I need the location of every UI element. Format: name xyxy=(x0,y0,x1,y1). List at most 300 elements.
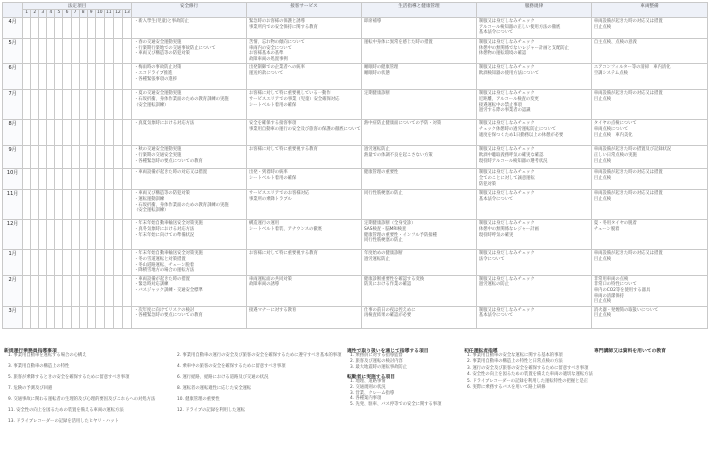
legal-item-mark xyxy=(87,90,95,120)
legal-item-mark xyxy=(95,169,104,190)
legal-item-number: 3 xyxy=(39,10,47,18)
cell-line: 車両運転面の共同対策 xyxy=(249,276,292,282)
cell-line: 非常用車両の点検 xyxy=(593,276,629,282)
cell-line: ・運転運動訓練 xyxy=(134,196,165,202)
month-label: 6月 xyxy=(3,64,23,90)
cell-maintenance xyxy=(591,39,707,64)
cell-line: 故障車両の誘導 xyxy=(249,282,280,288)
cell-safety xyxy=(132,306,247,328)
cell-line: 健康管理の重要性・インフル予防接種 xyxy=(363,232,437,238)
month-label: 2月 xyxy=(3,275,23,306)
cell-line: 正しい日常点検の実施 xyxy=(593,152,637,158)
list-item: 4. 安全性の向上を図るための装置を備えた車両の適切な運転方法 xyxy=(467,372,593,378)
legal-item-mark xyxy=(113,146,122,169)
table-corner xyxy=(3,3,23,18)
list-item: 6. 実際に乗務するバスを用いて路上研修 xyxy=(467,384,546,390)
cell-discipline xyxy=(476,250,591,275)
cell-line: 目止点検 xyxy=(593,313,612,319)
legal-item-number: 10 xyxy=(95,10,104,18)
legal-item-number: 6 xyxy=(63,10,71,18)
month-label: 9月 xyxy=(3,146,23,169)
legal-item-mark xyxy=(122,120,131,146)
legal-item-mark xyxy=(87,64,95,90)
cell-maintenance xyxy=(591,306,707,328)
list-item: 4. 各種案内事項 xyxy=(350,396,382,402)
cell-health xyxy=(361,190,476,220)
cell-discipline xyxy=(476,275,591,306)
table-row xyxy=(3,18,708,39)
legal-item-mark xyxy=(47,169,55,190)
legal-item-mark xyxy=(23,169,31,190)
month-label: 7月 xyxy=(3,90,23,120)
legal-item-mark xyxy=(87,39,95,64)
legal-item-mark xyxy=(47,90,55,120)
cell-line: ・夏の交通安全運動実施 xyxy=(134,91,182,97)
cell-line: ・次年度に向けてリスクの検討 xyxy=(134,307,195,313)
legal-item-mark xyxy=(31,306,39,328)
cell-line: 出発・到着時の統率 xyxy=(249,170,288,176)
cell-line: ・真冬気象時における対応方法 xyxy=(134,226,195,232)
legal-item-mark xyxy=(55,306,63,328)
cell-maintenance xyxy=(591,64,707,90)
cell-line: 目止点検 xyxy=(593,256,612,262)
cell-line: 防犯対策 xyxy=(478,181,497,187)
section-header-safety: 安全修行 xyxy=(132,3,247,18)
cell-maintenance xyxy=(591,90,707,120)
cell-line: 車両設備が起きた時の措置及び記録状況 xyxy=(593,147,672,153)
cell-line: 制服又は身だしなみチェック xyxy=(478,307,535,313)
legal-item-number: 1 xyxy=(23,10,31,18)
cell-line: 防災における作業の確認 xyxy=(363,282,412,288)
legal-item-mark xyxy=(39,275,47,306)
legal-item-mark xyxy=(113,250,122,275)
cell-line: 車両設備が起きた時の対応又は措置 xyxy=(593,191,663,197)
legal-item-mark xyxy=(31,250,39,275)
cell-line: 同行性筋梗塞の防止 xyxy=(363,238,403,244)
legal-item-mark xyxy=(55,39,63,64)
list-item: 2. 旅客及び運転の検討内容 xyxy=(350,358,403,364)
legal-item-number: 11 xyxy=(104,10,113,18)
list-item: 3. 運行の安全及び旅客の安全を確保するために留意すべき事項 xyxy=(467,365,589,371)
legal-item-mark xyxy=(39,250,47,275)
guidance-notes xyxy=(2,347,708,468)
legal-item-mark xyxy=(39,220,47,250)
list-item: 5. 旅客が乗降するときの安全を確保するために留意すべき事項 xyxy=(8,374,130,380)
cell-maintenance xyxy=(591,250,707,275)
legal-item-number: 7 xyxy=(71,10,79,18)
cell-line: 夏・冬用タイヤの脱着 xyxy=(593,221,637,227)
legal-item-mark xyxy=(122,90,131,120)
cell-safety xyxy=(132,190,247,220)
legal-item-mark xyxy=(55,90,63,120)
cell-line: 空調システム点検 xyxy=(593,70,628,76)
legal-item-mark xyxy=(79,275,87,306)
cell-line: 車内のCO2等を使用する器具 xyxy=(593,287,651,293)
cell-line: ・年末年始自動車輸送安全対策実施 xyxy=(134,221,203,227)
legal-item-mark xyxy=(39,306,47,328)
cell-maintenance xyxy=(591,190,707,220)
list-item: 8. 運転者の運転適性に応じた安全運転 xyxy=(177,385,252,391)
cell-service xyxy=(247,250,362,275)
cell-health xyxy=(361,250,476,275)
cell-line: ・秋の交通安全運動実施 xyxy=(134,147,182,153)
legal-item-mark xyxy=(47,146,55,169)
legal-item-mark xyxy=(55,220,63,250)
cell-service xyxy=(247,64,362,90)
cell-line: 制服又は身だしなみチェック xyxy=(478,91,535,97)
cell-line: 過労運転防止 xyxy=(363,147,390,153)
cell-discipline xyxy=(476,169,591,190)
transfer-guidance-title: 転勤者に実施する項目 xyxy=(347,375,395,380)
list-item: 5. ドライブレコーダーの記録を利用した運転特性の把握と是正 xyxy=(467,378,589,384)
cell-line: 健康管理の重要性 xyxy=(363,170,399,176)
cell-line: 適度を保つくため1日勤務以上の休憩が必要 xyxy=(478,132,564,138)
cell-line: 運転中身体に異常を感じた時の措置 xyxy=(363,40,433,45)
cell-line: ・冬の雪道運転と対策措置 xyxy=(134,256,186,262)
legal-item-mark xyxy=(31,190,39,220)
new-driver-guidance-title: 新規運行乗務員指導事項 xyxy=(4,349,57,354)
cell-line: 熱中症防止健康面についての予防・対策 xyxy=(363,121,442,127)
cell-line: 健康診断重要性を確認する変換 xyxy=(363,276,425,282)
legal-item-number: 9 xyxy=(87,10,95,18)
month-label: 11月 xyxy=(3,190,23,220)
list-item: 1. 乗務員に対する指導監督 xyxy=(350,353,403,358)
cell-line: 非常口の特性について xyxy=(593,282,637,288)
legal-item-mark xyxy=(79,90,87,120)
legal-item-mark xyxy=(113,220,122,250)
cell-line: 目止点検 xyxy=(593,299,612,305)
legal-item-mark xyxy=(23,146,31,169)
legal-item-mark xyxy=(104,306,113,328)
cell-line: 車両内の安全について xyxy=(249,45,292,51)
legal-item-mark xyxy=(122,306,131,328)
cell-health xyxy=(361,146,476,169)
cell-discipline xyxy=(476,64,591,90)
cell-health xyxy=(361,90,476,120)
cell-line: 定期健康診断 xyxy=(363,91,390,97)
section-header-discipline: 服務規律 xyxy=(476,3,591,18)
legal-item-mark xyxy=(47,306,55,328)
legal-items-header: 法定項目 xyxy=(23,3,132,10)
list-item: 13. ドライブレコーダーの記録を活用したヒヤリ・ハット xyxy=(8,418,119,424)
legal-item-mark xyxy=(113,275,122,306)
legal-item-mark xyxy=(113,90,122,120)
cell-line: 再検査結果の確認が必要 xyxy=(363,313,412,319)
cell-line: 過労する際の事業者の認識 xyxy=(478,108,531,114)
legal-item-mark xyxy=(23,39,31,64)
legal-item-mark xyxy=(31,220,39,250)
table-row xyxy=(3,64,708,90)
cell-line: ・年末年始自動車輸送安全対策実施 xyxy=(134,251,203,257)
legal-item-mark xyxy=(95,146,104,169)
list-item: 6. 運行経路、経路における道路及び交通の状況 xyxy=(177,374,269,380)
legal-item-number: 13 xyxy=(122,10,131,18)
month-label: 4月 xyxy=(3,18,23,39)
cell-health xyxy=(361,275,476,306)
legal-item-mark xyxy=(113,169,122,190)
legal-item-mark xyxy=(113,18,122,39)
legal-item-mark xyxy=(63,169,71,190)
cell-line: シートベルト着用の確保 xyxy=(249,175,297,181)
legal-item-mark xyxy=(104,39,113,64)
legal-item-mark xyxy=(31,169,39,190)
cell-maintenance xyxy=(591,18,707,39)
section-header-maintenance: 車両整備 xyxy=(591,3,707,18)
legal-item-mark xyxy=(122,64,131,90)
legal-item-mark xyxy=(55,169,63,190)
cell-service xyxy=(247,90,362,120)
legal-item-mark xyxy=(87,169,95,190)
legal-item-mark xyxy=(122,190,131,220)
legal-item-mark xyxy=(113,120,122,146)
legal-item-mark xyxy=(79,190,87,220)
cell-line: ・車両又び構造等の防犯対策 xyxy=(134,191,190,197)
list-item: 3. 営業、クレーム指導 xyxy=(350,390,395,396)
legal-item-mark xyxy=(63,190,71,220)
cell-health xyxy=(361,169,476,190)
legal-item-mark xyxy=(122,250,131,275)
table-row xyxy=(3,220,708,250)
list-item: 10. 健康管理の重要性 xyxy=(177,396,220,402)
legal-item-mark xyxy=(47,18,55,39)
table-row xyxy=(3,39,708,64)
legal-item-mark xyxy=(23,306,31,328)
legal-item-mark xyxy=(63,250,71,275)
legal-item-mark xyxy=(71,90,79,120)
legal-item-mark xyxy=(113,190,122,220)
table-row xyxy=(3,306,708,328)
month-label: 1月 xyxy=(3,250,23,275)
legal-item-mark xyxy=(23,120,31,146)
legal-item-mark xyxy=(79,250,87,275)
list-item: 2. 事業用自動車の構造上の特性と日常点検の方法 xyxy=(467,359,563,365)
cell-service xyxy=(247,146,362,169)
cell-line: 目止点検 xyxy=(593,196,612,202)
legal-item-mark xyxy=(87,120,95,146)
table-row xyxy=(3,120,708,146)
legal-item-mark xyxy=(71,18,79,39)
month-label: 5月 xyxy=(3,39,23,64)
legal-item-mark xyxy=(71,275,79,306)
cell-line: 出発制御での企業者への統率 xyxy=(249,65,305,71)
legal-item-mark xyxy=(47,39,55,64)
cell-line: 基本法令について xyxy=(478,30,514,36)
cell-line: 制服又は身だしなみチェック xyxy=(478,221,535,227)
cell-line: ・石坂折衝、身体作業面のための教育訓練の実施 xyxy=(134,202,229,208)
cell-line: シートベルト着装、アナウンスの徹底 xyxy=(249,226,322,232)
cell-service xyxy=(247,275,362,306)
legal-item-mark xyxy=(71,250,79,275)
cell-line: お客様に対して特に重要視している一動作 xyxy=(249,91,331,97)
legal-item-mark xyxy=(31,18,39,39)
cell-line: 故障車両の処置事例 xyxy=(249,56,288,62)
legal-item-mark xyxy=(79,169,87,190)
legal-item-mark xyxy=(95,39,104,64)
legal-item-mark xyxy=(39,64,47,90)
cell-line: ・バスジャック訓練・交通安全標準 xyxy=(134,287,203,293)
cell-line: 車両設備が起きた時の対応又は措置 xyxy=(593,91,663,97)
legal-item-mark xyxy=(63,146,71,169)
cell-line: 制服又は身だしなみチェック xyxy=(478,170,535,176)
legal-item-mark xyxy=(63,220,71,250)
cell-service xyxy=(247,220,362,250)
cell-line: 制服又は身だしなみチェック xyxy=(478,40,535,45)
list-item: 12. ドライブの記録を利用した運転 xyxy=(177,407,246,413)
legal-item-mark xyxy=(71,169,79,190)
cell-discipline xyxy=(476,146,591,169)
cell-discipline xyxy=(476,90,591,120)
table-row xyxy=(3,250,708,275)
cell-line: 即席補導 xyxy=(363,19,382,24)
legal-item-mark xyxy=(23,190,31,220)
legal-item-number: 5 xyxy=(55,10,63,18)
legal-item-mark xyxy=(31,90,39,120)
legal-item-mark xyxy=(79,120,87,146)
cell-maintenance xyxy=(591,220,707,250)
cell-line: 過労運転の防止 xyxy=(478,282,509,288)
legal-item-mark xyxy=(79,306,87,328)
list-item: 3. 最大地震時の運転事故防止 xyxy=(350,364,408,370)
table-row xyxy=(3,146,708,169)
cell-service xyxy=(247,169,362,190)
cell-line: 制服又は身だしなみチェック xyxy=(478,276,535,282)
cell-line: ・エコドライブ推進 xyxy=(134,70,173,76)
cell-maintenance xyxy=(591,146,707,169)
monthly-training-table xyxy=(2,2,708,329)
cell-health xyxy=(361,18,476,39)
cell-safety xyxy=(132,18,247,39)
list-item: 1. 事業用自動車の安全な運転に関する基本的事項 xyxy=(467,353,563,358)
cell-line: ・行楽期の交通安全実施 xyxy=(134,152,182,158)
legal-item-mark xyxy=(122,169,131,190)
legal-item-mark xyxy=(55,64,63,90)
legal-item-mark xyxy=(39,190,47,220)
table-row xyxy=(3,90,708,120)
cell-safety xyxy=(132,146,247,169)
legal-item-mark xyxy=(79,146,87,169)
cell-line: ・新入學生(児童)と事故防止 xyxy=(134,19,189,24)
cell-line: 休憩中の無関係なレジャー計画 xyxy=(478,226,539,232)
list-item: 11. 安全性の向上を図るための装置を備える車両の運転方法 xyxy=(8,407,124,413)
cell-safety xyxy=(132,64,247,90)
cell-line: 現役時アルコール検知器の選考状況 xyxy=(478,158,548,164)
cell-line: 緊急時のお客様の保護と誘導 xyxy=(249,19,305,24)
legal-item-mark xyxy=(95,220,104,250)
cell-line: 飲酒中聴取義務呼気の確実な確認 xyxy=(478,152,544,158)
cell-health xyxy=(361,64,476,90)
cell-line: 睡眠時の状態 xyxy=(363,70,390,76)
legal-item-mark xyxy=(104,64,113,90)
cell-safety xyxy=(132,90,247,120)
cell-line: ・石坂折衝、身体作業面のための教育訓練の実施 xyxy=(134,96,229,102)
cell-line: お客様に対して特に重要視する教育 xyxy=(249,147,318,153)
legal-item-mark xyxy=(104,146,113,169)
legal-item-mark xyxy=(122,275,131,306)
cell-discipline xyxy=(476,120,591,146)
cell-line: チェック休憩時の過労運転防止について xyxy=(478,126,557,132)
cell-line: 同行性筋梗塞の防止 xyxy=(363,191,403,197)
cell-line: 現役時呼気の確実 xyxy=(478,232,514,238)
list-item: 2. 交通規則の状況 xyxy=(350,384,386,390)
legal-item-mark xyxy=(23,18,31,39)
legal-item-mark xyxy=(71,64,79,90)
legal-item-mark xyxy=(39,169,47,190)
cell-service xyxy=(247,190,362,220)
legal-item-mark xyxy=(31,64,39,90)
cell-line: 車両設備が起きた時の対応又は措置 xyxy=(593,170,663,176)
initial-driver-guidance-title: 初任運転者指導 xyxy=(464,349,498,354)
cell-service xyxy=(247,39,362,64)
cell-line: 目止点検 xyxy=(593,175,612,181)
section-header-service: 接客サービス xyxy=(247,3,362,18)
cell-line: 制服又は身だしなみチェック xyxy=(478,147,535,153)
legal-item-mark xyxy=(87,220,95,250)
cell-line: ・車両又び構造等の防犯対策 xyxy=(134,51,190,57)
legal-item-mark xyxy=(47,275,55,306)
month-label: 12月 xyxy=(3,220,23,250)
cell-line: ・行楽期行楽地での交通事故防止について xyxy=(134,45,216,51)
cell-line: アルコール検知器の正しい使用方法の徹底 xyxy=(478,24,561,30)
cell-line: 定期健康診断（全身受診） xyxy=(363,221,416,227)
legal-item-mark xyxy=(55,120,63,146)
cell-maintenance xyxy=(591,120,707,146)
cell-line: 苦情、忘れ物の傾向について xyxy=(249,40,305,45)
cell-line: 目止点検 車内美化 xyxy=(593,132,633,138)
cell-line: お客様に対して特に重要視する教育 xyxy=(249,251,318,257)
cell-line: シートベルト着用の確保 xyxy=(249,102,297,108)
cell-line: 事業所の乗降トラブル xyxy=(249,196,292,202)
legal-item-mark xyxy=(113,306,122,328)
legal-item-mark xyxy=(87,306,95,328)
legal-item-mark xyxy=(55,275,63,306)
legal-item-mark xyxy=(71,190,79,220)
cell-line: ・各種緊急時の要点についての教育 xyxy=(134,313,203,319)
cell-health xyxy=(361,306,476,328)
cell-line: ・各種緊張事項の進捗 xyxy=(134,76,178,82)
legal-item-mark xyxy=(95,120,104,146)
legal-item-mark xyxy=(87,190,95,220)
cell-line: ・春の交通安全運動実施 xyxy=(134,40,182,45)
legal-item-mark xyxy=(79,64,87,90)
cell-health xyxy=(361,120,476,146)
legal-item-mark xyxy=(63,18,71,39)
legal-item-mark xyxy=(39,90,47,120)
cell-line: 制服又は身だしなみチェック xyxy=(478,251,535,257)
cell-line: 目止点検 xyxy=(593,158,612,164)
cell-line: 近距離、アルコール検査の変更 xyxy=(478,96,539,102)
legal-item-mark xyxy=(47,220,55,250)
legal-item-mark xyxy=(104,90,113,120)
section-header-health: 生活指導と健康管理 xyxy=(361,3,476,18)
cell-line: ・梅雨時の事故防止対策 xyxy=(134,65,182,71)
aptitude-guidance-title: 適性で取り扱いを通じて指導する項目 xyxy=(347,349,429,354)
cell-line: 構造運行の運用 xyxy=(249,221,280,227)
cell-safety xyxy=(132,220,247,250)
legal-item-mark xyxy=(55,146,63,169)
cell-discipline xyxy=(476,220,591,250)
legal-item-mark xyxy=(104,190,113,220)
legal-item-mark xyxy=(63,90,71,120)
legal-item-mark xyxy=(47,190,55,220)
cell-line: サービスエリアでの事業（児童）安全確保対応 xyxy=(249,96,340,102)
cell-line: 消火器・発煙筒の取扱いについて xyxy=(593,307,659,313)
cell-line: エアコンフィルター等の清掃 車内清化 xyxy=(593,65,671,71)
cell-discipline xyxy=(476,190,591,220)
legal-item-number: 2 xyxy=(31,10,39,18)
legal-item-mark xyxy=(31,39,39,64)
cell-line: 事業所内での安全保持に関する教育 xyxy=(249,24,318,30)
legal-item-mark xyxy=(95,275,104,306)
